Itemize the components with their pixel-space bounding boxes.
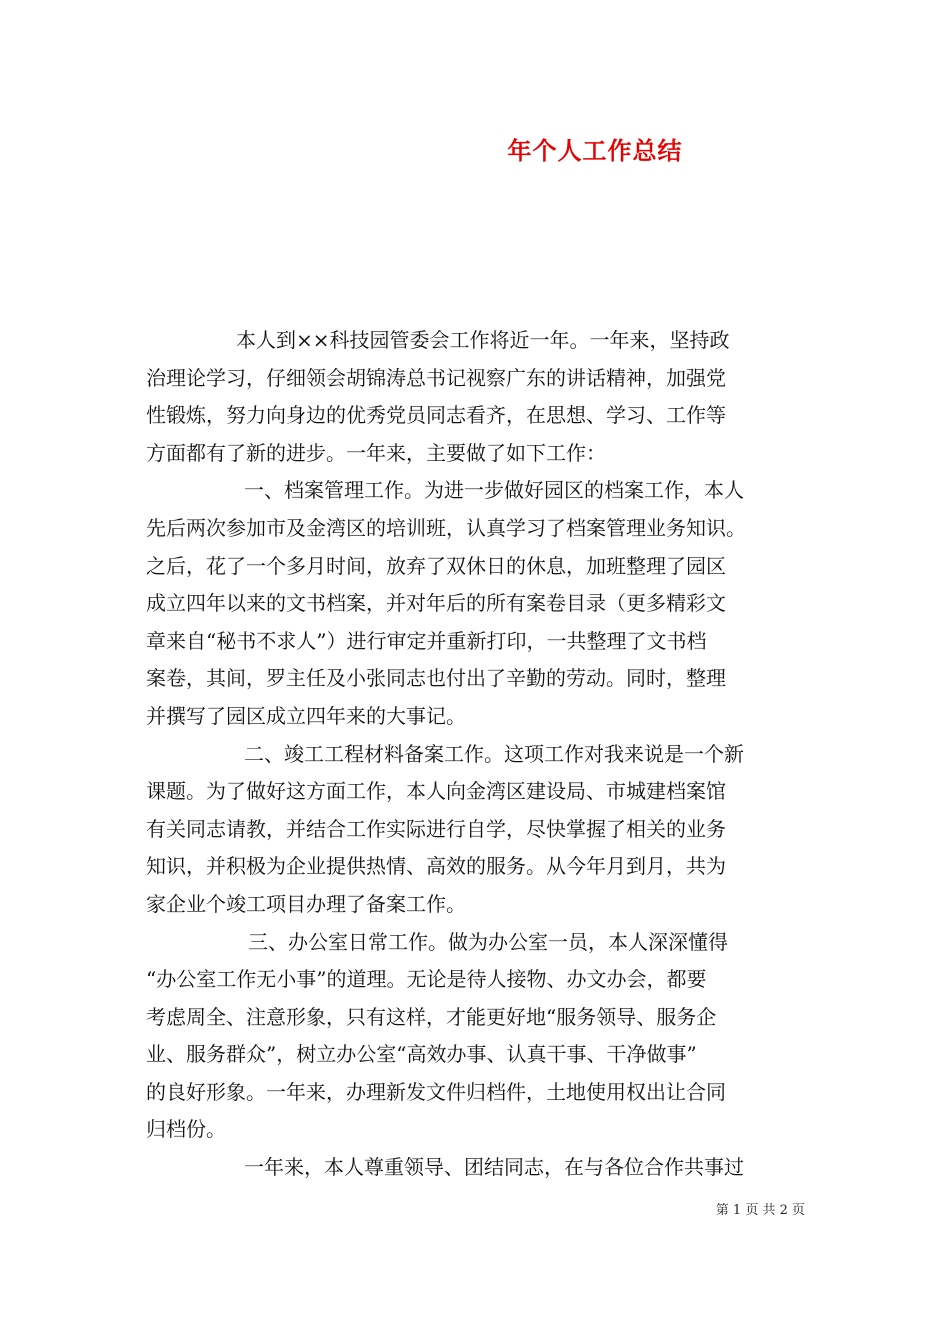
text-line: 归档份。 — [146, 1117, 226, 1142]
document-body — [146, 322, 806, 1187]
text-line: 先后两次参加市及金湾区的培训班，认真学习了档案管理业务知识。 — [146, 515, 746, 540]
text-line: 之后，花了一个多月时间，放弃了双休日的休息，加班整理了园区 — [146, 553, 726, 578]
text-line: 性锻炼，努力向身边的优秀党员同志看齐，在思想、学习、工作等 — [146, 403, 726, 428]
text-line: 家企业个竣工项目办理了备案工作。 — [146, 891, 466, 916]
text-line: 章来自“秘书不求人”）进行审定并重新打印，一共整理了文书档 — [146, 628, 707, 653]
text-line: 一、档案管理工作。为进一步做好园区的档案工作，本人 — [244, 478, 744, 503]
text-line: 二、竣工工程材料备案工作。这项工作对我来说是一个新 — [244, 741, 744, 766]
text-line: 三、办公室日常工作。做为办公室一员，本人深深懂得 — [248, 929, 728, 954]
text-line: 课题。为了做好这方面工作，本人向金湾区建设局、市城建档案馆 — [146, 779, 726, 804]
text-line: 有关同志请教，并结合工作实际进行自学，尽快掌握了相关的业务 — [146, 816, 726, 841]
text-line: 治理论学习，仔细领会胡锦涛总书记视察广东的讲话精神，加强党 — [146, 365, 726, 390]
text-line: 知识，并积极为企业提供热情、高效的服务。从今年月到月，共为 — [146, 854, 726, 879]
text-line: 方面都有了新的进步。一年来，主要做了如下工作： — [146, 440, 606, 465]
text-line: 考虑周全、注意形象，只有这样，才能更好地“服务领导、服务企 — [146, 1004, 717, 1029]
text-line: 本人到××科技园管委会工作将近一年。一年来，坚持政 — [236, 328, 730, 352]
text-line: 成立四年以来的文书档案，并对年后的所有案卷目录（更多精彩文 — [146, 591, 726, 616]
text-line: “办公室工作无小事”的道理。无论是待人接物、办文办会，都要 — [146, 967, 707, 992]
page-footer: 第 1 页 共 2 页 — [715, 1203, 805, 1218]
text-line: 的良好形象。一年来，办理新发文件归档件，土地使用权出让合同 — [146, 1079, 726, 1104]
text-line: 业、服务群众”，树立办公室“高效办事、认真干事、干净做事” — [146, 1042, 697, 1067]
text-line: 案卷，其间，罗主任及小张同志也付出了辛勤的劳动。同时，整理 — [146, 666, 726, 691]
text-line: 并撰写了园区成立四年来的大事记。 — [146, 703, 466, 728]
text-line: 一年来，本人尊重领导、团结同志，在与各位合作共事过 — [244, 1155, 744, 1180]
page-title: 年个人工作总结 — [507, 136, 683, 165]
